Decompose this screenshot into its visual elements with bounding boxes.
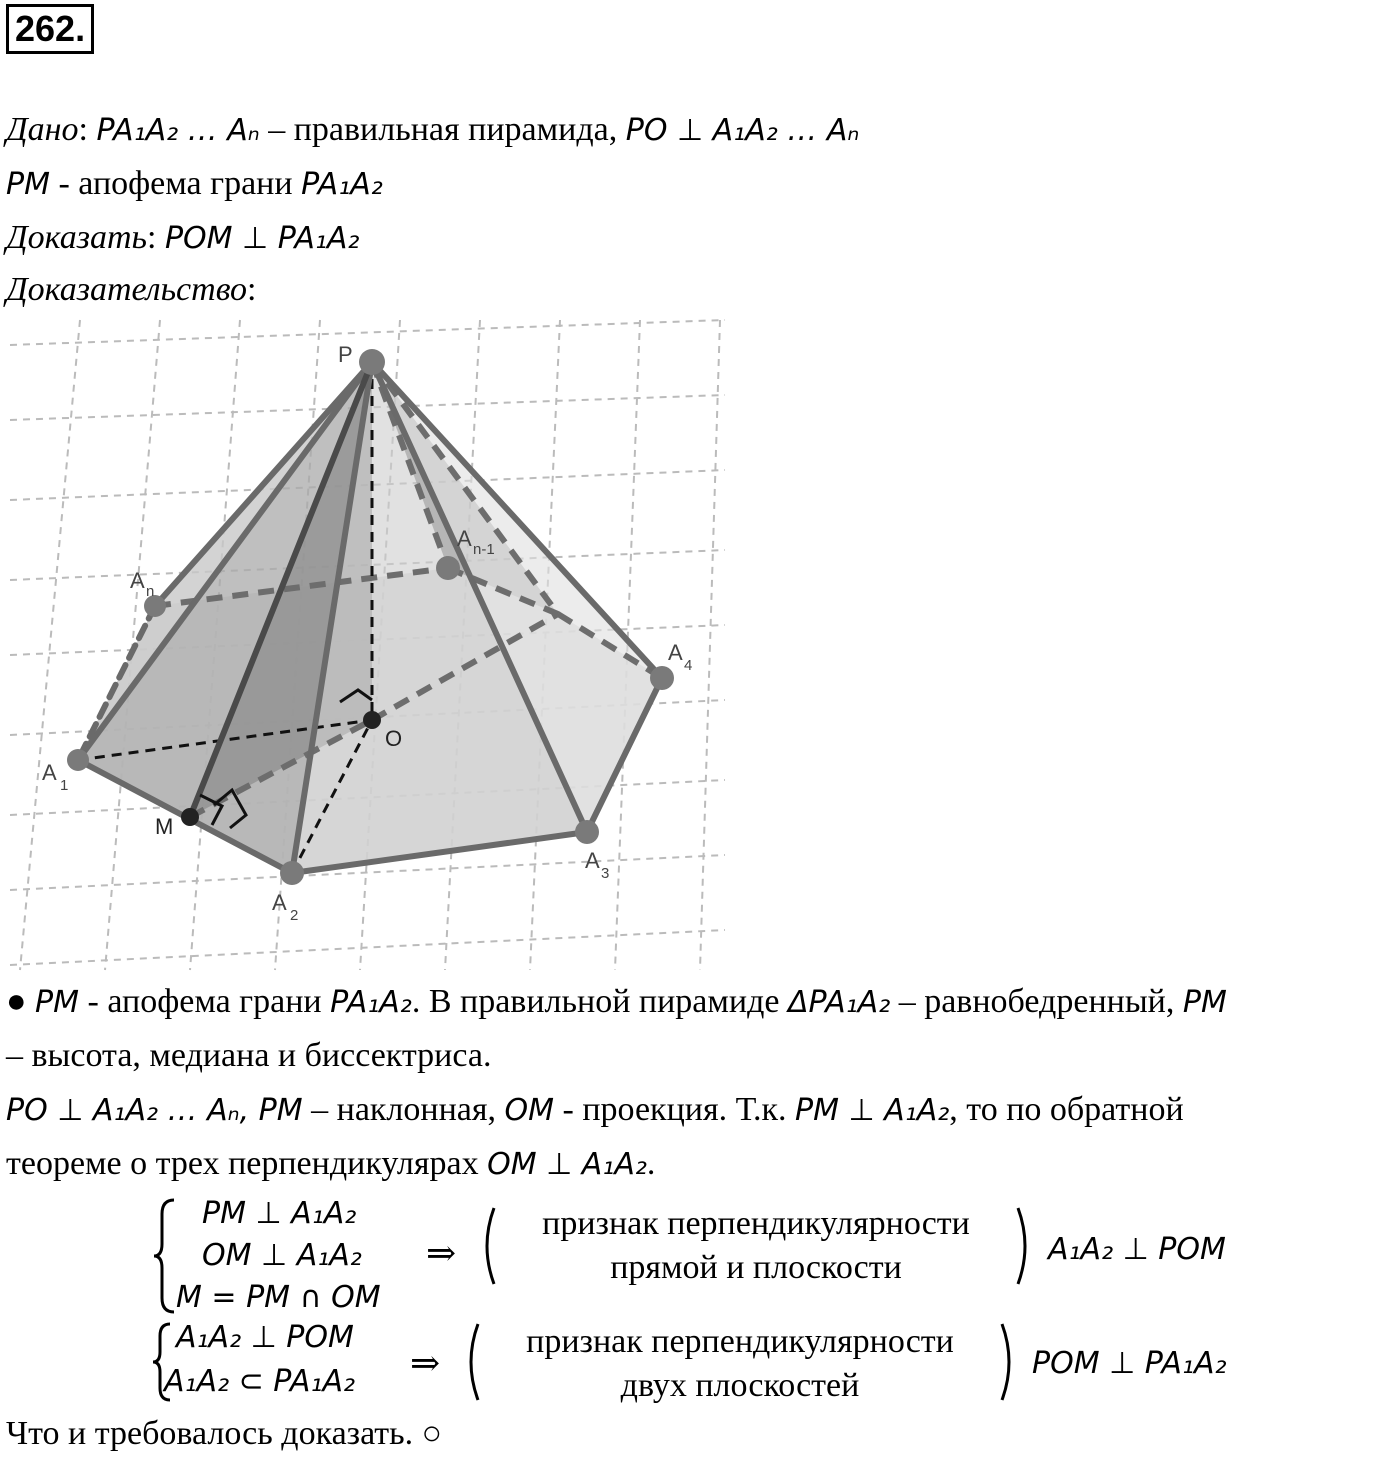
system-2-reason: признак перпендикулярности двух плоскостей [526, 1323, 954, 1404]
proof-paragraph-2-line-2: теореме о трех перпендикулярах OM ⊥ A₁A₂. [6, 1145, 656, 1182]
svg-text:n-1: n-1 [473, 541, 495, 558]
proof-heading: Доказательство: [6, 271, 257, 308]
given-line-1: Дано: PA₁A₂ … Aₙ – правильная пирамида, PO ⊥ A₁A₂ … Aₙ [6, 111, 860, 148]
proof-paragraph-2: PO ⊥ A₁A₂ … Aₙ, PM – наклонная, OM - проекция. Т.к. PM ⊥ A₁A₂, то по обратной [6, 1091, 1184, 1128]
system-2-row-2: A₁A₂ ⊂ PA₁A₂ [164, 1364, 356, 1399]
left-paren [478, 1206, 498, 1286]
label-O: O [385, 726, 403, 751]
label-A2: A [272, 890, 287, 915]
label-A3: A [585, 848, 600, 873]
prove-line: Доказать: POM ⊥ PA₁A₂ [6, 219, 360, 256]
left-paren-2 [462, 1322, 482, 1402]
implies-arrow: ⇒ [426, 1233, 457, 1273]
label-A4: A [668, 640, 683, 665]
given-text: – правильная пирамида, [259, 111, 626, 148]
prove-statement: POM ⊥ PA₁A₂ [164, 221, 360, 256]
prove-label: Доказать [6, 219, 147, 256]
svg-text:1: 1 [60, 777, 69, 794]
problem-number: 262. [6, 4, 94, 54]
proof-paragraph-1-line-2: – высота, медиана и биссектриса. [6, 1037, 492, 1074]
system-2 [150, 1320, 1400, 1410]
system-1-conclusion: A₁A₂ ⊥ POM [1048, 1232, 1226, 1267]
given-perp: PO ⊥ A₁A₂ … Aₙ [625, 113, 860, 148]
svg-text:3: 3 [601, 865, 610, 882]
system-1 [150, 1196, 1400, 1318]
right-paren-2 [998, 1322, 1018, 1402]
svg-text:n: n [146, 583, 155, 600]
right-paren [1014, 1206, 1034, 1286]
system-2-row-1: A₁A₂ ⊥ POM [176, 1320, 354, 1355]
system-1-reason: признак перпендикулярности прямой и плоскости [542, 1205, 970, 1286]
label-An-1: A [457, 526, 472, 551]
svg-text:4: 4 [684, 657, 693, 674]
given-label: Дано [6, 111, 79, 148]
given-line-2: PM - апофема грани PA₁A₂ [6, 165, 383, 202]
qed-line: Что и требовалось доказать. ○ [6, 1415, 443, 1452]
label-A1: A [42, 760, 57, 785]
pyramid-figure [0, 310, 740, 975]
system-1-row-3: M = PM ∩ OM [176, 1280, 381, 1315]
point-M [181, 808, 199, 826]
svg-text:2: 2 [290, 907, 299, 924]
proof-paragraph-1: ● PM - апофема грани PA₁A₂. В правильной пирамиде ΔPA₁A₂ – равнобедренный, PM [6, 983, 1227, 1020]
label-M: M [155, 814, 174, 839]
label-An: A [130, 568, 145, 593]
point-O [363, 711, 381, 729]
implies-arrow-2: ⇒ [410, 1343, 441, 1383]
qed-mark: ○ [421, 1415, 443, 1452]
given-pyramid: PA₁A₂ … Aₙ [96, 113, 260, 148]
system-1-row-1: PM ⊥ A₁A₂ [202, 1196, 357, 1231]
system-1-row-2: OM ⊥ A₁A₂ [202, 1238, 362, 1273]
label-P: P [338, 342, 353, 367]
system-2-conclusion: POM ⊥ PA₁A₂ [1032, 1346, 1227, 1381]
